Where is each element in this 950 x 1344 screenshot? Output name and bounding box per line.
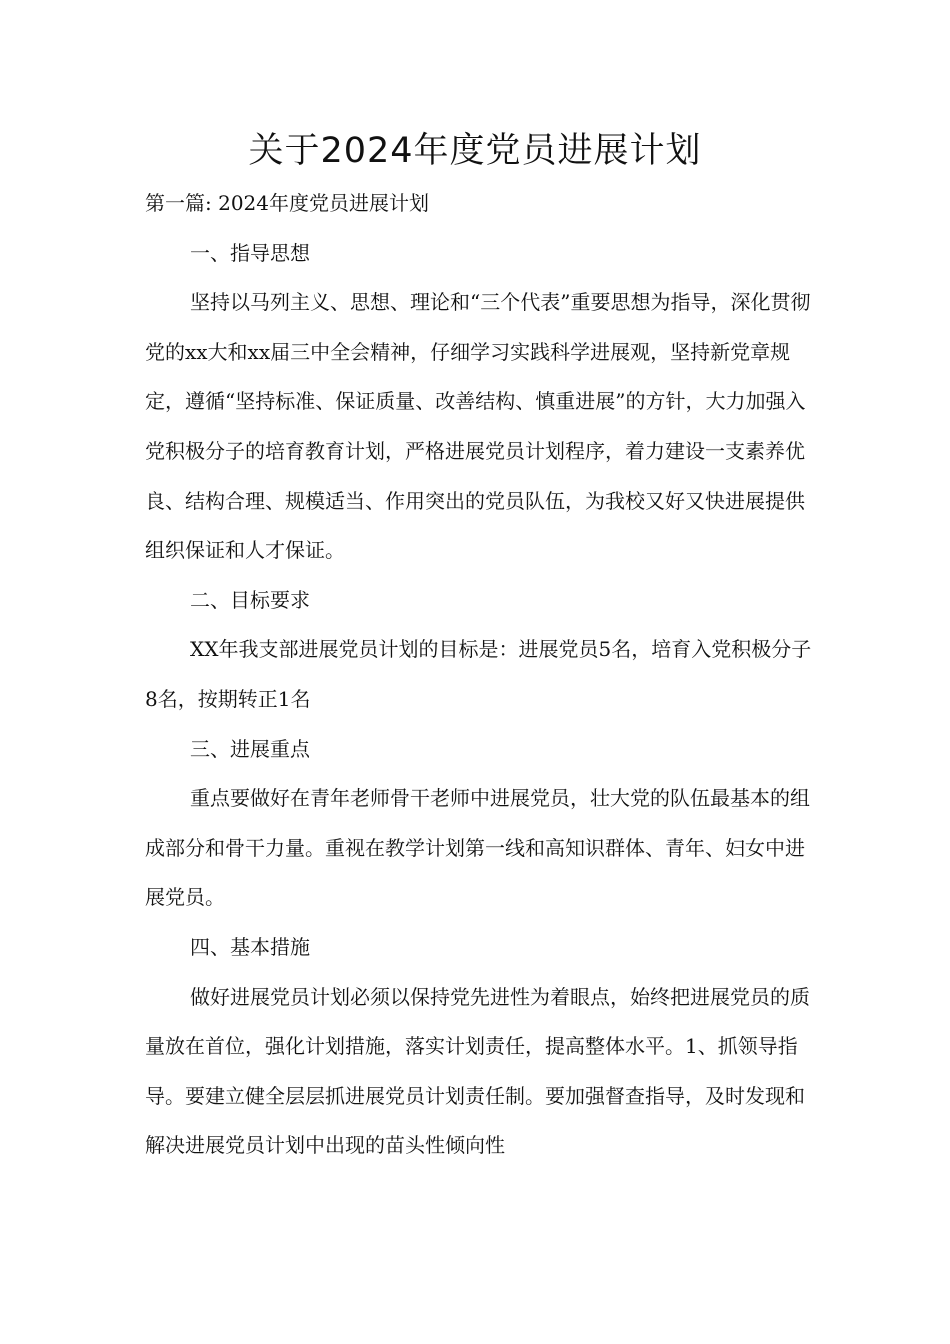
section-heading-basic-measures: 四、基本措施 <box>190 934 310 959</box>
document-subtitle: 第一篇: 2024年度党员进展计划 <box>145 191 429 215</box>
paragraph-basic-measures: 做好进展党员计划必须以保持党先进性为着眼点，始终把进展党员的质量放在首位，强化计划措施，落实计划责任，提高整体水平。1、抓领导指导。要建立健全层层抓进展党员计划责任制。要加强督查指导，及时发现和解决进展党员计划中出现的苗头性倾向性 <box>145 984 810 1158</box>
section-heading-guiding-ideology: 一、指导思想 <box>190 240 310 265</box>
section-heading-development-focus: 三、进展重点 <box>190 736 310 761</box>
paragraph-guiding-ideology: 坚持以马列主义、思想、理论和“三个代表”重要思想为指导，深化贯彻党的xx大和xx届三中全会精神，仔细学习实践科学进展观，坚持新党章规定，遵循“坚持标准、保证质量、改善结构、慎重进展”的方针，大力加强入党积极分子的培育教育计划，严格进展党员计划程序，着力建设一支素养优良、结构合理、规模适当、作用突出的党员队伍，为我校又好又快进展提供组织保证和人才保证。 <box>145 290 811 563</box>
document-body <box>145 179 815 1171</box>
paragraph-goal-requirements: XX年我支部进展党员计划的目标是：进展党员5名，培育入党积极分子8名，按期转正1名 <box>145 637 812 711</box>
section-heading-goal-requirements: 二、目标要求 <box>190 587 310 612</box>
document-title: 关于2024年度党员进展计划 <box>248 131 702 171</box>
paragraph-development-focus: 重点要做好在青年老师骨干老师中进展党员，壮大党的队伍最基本的组成部分和骨干力量。重视在教学计划第一线和高知识群体、青年、妇女中进展党员。 <box>145 786 810 910</box>
